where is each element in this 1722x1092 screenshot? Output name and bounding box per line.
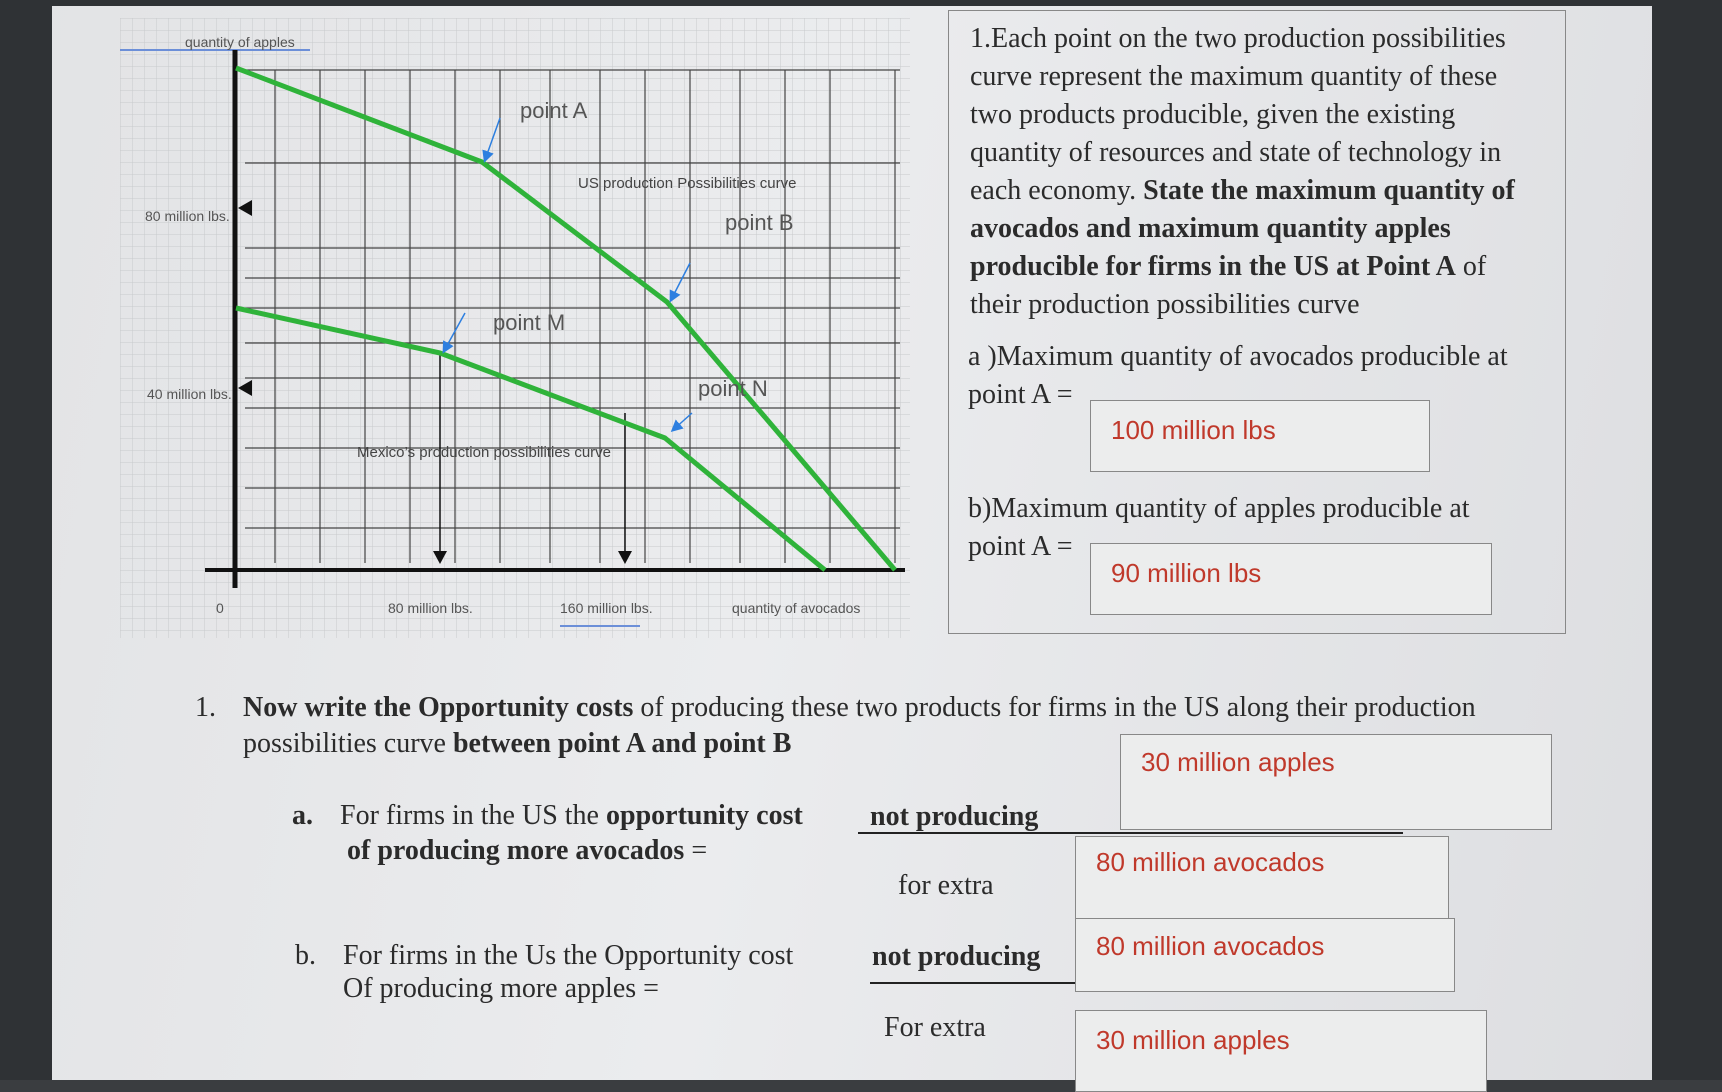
q2b-line-1: For firms in the Us the Opportunity cost xyxy=(343,940,794,971)
q2-line-2: possibilities curve between point A and point B xyxy=(243,728,792,759)
q2b-line-2: Of producing more apples = xyxy=(343,973,659,1004)
question-1-text xyxy=(970,20,1560,324)
x-axis-title: quantity of avocados xyxy=(732,600,861,616)
q1-line-3: two products producible, given the existing xyxy=(970,99,1456,130)
point-n-label: point N xyxy=(698,376,768,401)
monitor-bezel-left xyxy=(0,0,52,1080)
q2-line-1: Now write the Opportunity costs of producing these two products for firms in the US along their production xyxy=(243,692,1476,723)
q2a-line-1: For firms in the US the opportunity cost xyxy=(340,800,803,831)
q1-line-1: 1.Each point on the two production possibilities xyxy=(970,23,1506,54)
q2a-numerator: 30 million apples xyxy=(1141,747,1335,777)
q1-line-2: curve represent the maximum quantity of these xyxy=(970,61,1498,92)
q2b-for-extra: For extra xyxy=(884,1012,986,1043)
point-a-label: point A xyxy=(520,98,588,123)
q1b-answer: 90 million lbs xyxy=(1111,558,1262,588)
monitor-bezel-right xyxy=(1652,0,1722,1080)
monitor-bezel-top xyxy=(0,0,1722,6)
q2a-denominator-box[interactable] xyxy=(1075,836,1449,920)
q2a-line-2: of producing more avocados = xyxy=(347,835,708,866)
q1b-prompt: b)Maximum quantity of apples producible at point A = xyxy=(968,493,1470,562)
point-b-label: point B xyxy=(725,210,794,235)
point-m-label: point M xyxy=(493,310,566,335)
q2a-for-extra: for extra xyxy=(898,870,994,901)
q2a-not-producing: not producing xyxy=(870,801,1039,832)
x-tick-160: 160 million lbs. xyxy=(560,600,653,616)
q1a-answer: 100 million lbs xyxy=(1111,415,1276,445)
q2a-letter: a. xyxy=(292,800,313,831)
q1b-answer-box[interactable] xyxy=(1090,543,1492,615)
q2b-not-producing: not producing xyxy=(872,941,1041,972)
q2b-numerator-box[interactable] xyxy=(1075,918,1455,992)
ppc-graph xyxy=(120,18,910,638)
q1-line-5: each economy. State the maximum quantity of xyxy=(970,175,1515,206)
q1-line-8: their production possibilities curve xyxy=(970,289,1360,320)
q2a-fraction-line xyxy=(858,832,1403,834)
q2a-denominator: 80 million avocados xyxy=(1096,847,1325,877)
q2-number: 1. xyxy=(195,692,216,723)
q2a-numerator-box[interactable] xyxy=(1120,734,1552,830)
y-tick-40: 40 million lbs. xyxy=(147,386,232,402)
x-tick-0: 0 xyxy=(216,600,224,616)
q1-line-6: avocados and maximum quantity apples xyxy=(970,213,1451,244)
q1-line-7: producible for firms in the US at Point A of xyxy=(970,251,1487,282)
q1a-answer-box[interactable] xyxy=(1090,400,1430,472)
q1a-prompt: a )Maximum quantity of avocados producible at point A = xyxy=(968,341,1508,410)
q2b-letter: b. xyxy=(295,940,316,971)
q2b-numerator: 80 million avocados xyxy=(1096,931,1325,961)
y-tick-80: 80 million lbs. xyxy=(145,208,230,224)
q2b-fraction-line xyxy=(870,982,1075,984)
q1-line-4: quantity of resources and state of technology in xyxy=(970,137,1502,168)
y-axis-title: quantity of apples xyxy=(185,34,295,50)
x-tick-80: 80 million lbs. xyxy=(388,600,473,616)
mexico-curve-label: Mexico’s production possibilities curve xyxy=(357,444,612,461)
q2b-denominator: 30 million apples xyxy=(1096,1025,1290,1055)
us-curve-label: US production Possibilities curve xyxy=(578,175,797,192)
